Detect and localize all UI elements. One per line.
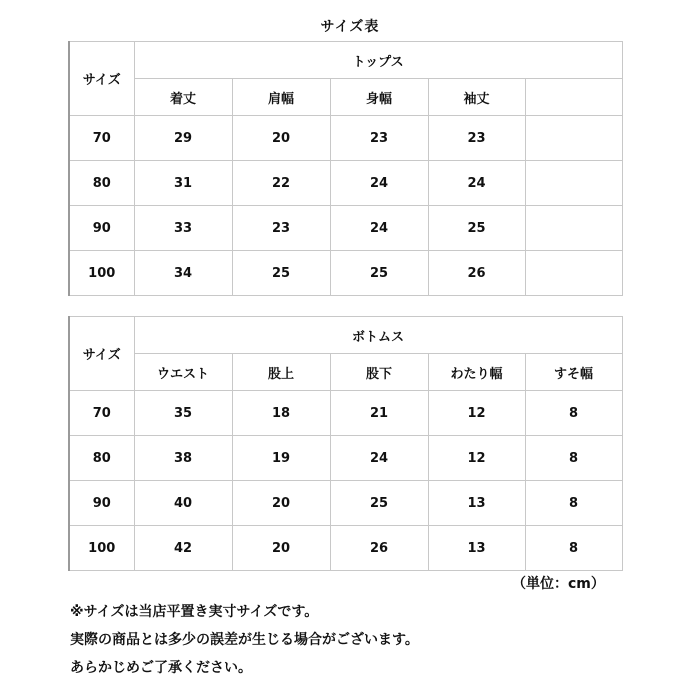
table-cell: 26 (428, 251, 525, 296)
table-cell: 23 (232, 206, 330, 251)
table-cell: 20 (232, 526, 330, 571)
bottoms-group-header: ボトムス (134, 317, 622, 354)
table-cell: 8 (525, 526, 622, 571)
table-cell: 29 (134, 116, 232, 161)
table-cell: 23 (428, 116, 525, 161)
size-cell: 100 (69, 526, 134, 571)
table-cell: 20 (232, 481, 330, 526)
table-cell: 19 (232, 436, 330, 481)
size-header: サイズ (69, 317, 134, 391)
size-cell: 70 (69, 116, 134, 161)
table-cell: 20 (232, 116, 330, 161)
note-line: ※サイズは当店平置き実寸サイズです。 (70, 604, 319, 620)
table-cell: 31 (134, 161, 232, 206)
column-header: わたり幅 (428, 354, 525, 391)
notes (70, 598, 419, 682)
table-cell: 25 (232, 251, 330, 296)
column-header: 肩幅 (232, 79, 330, 116)
tops-group-header: トップス (134, 42, 622, 79)
note-line: あらかじめご了承ください。 (70, 660, 252, 676)
table-row (69, 206, 622, 251)
table-cell: 8 (525, 391, 622, 436)
unit-label: （単位：cm） (512, 576, 605, 592)
table-cell: 24 (330, 206, 428, 251)
column-header: 袖丈 (428, 79, 525, 116)
table-cell (525, 161, 622, 206)
table-row (69, 251, 622, 296)
size-chart-title: サイズ表 (320, 19, 380, 35)
table-cell: 25 (330, 481, 428, 526)
table-cell: 18 (232, 391, 330, 436)
table-cell: 26 (330, 526, 428, 571)
table-cell: 22 (232, 161, 330, 206)
table-cell: 21 (330, 391, 428, 436)
table-cell: 23 (330, 116, 428, 161)
table-row (69, 526, 622, 571)
table-cell: 13 (428, 481, 525, 526)
column-header: 身幅 (330, 79, 428, 116)
column-header: 着丈 (134, 79, 232, 116)
note-line: 実際の商品とは多少の誤差が生じる場合がございます。 (70, 632, 419, 648)
table-cell (525, 251, 622, 296)
table-row (69, 481, 622, 526)
table-row (69, 391, 622, 436)
size-cell: 90 (69, 481, 134, 526)
column-header: 股上 (232, 354, 330, 391)
column-header: すそ幅 (525, 354, 622, 391)
table-cell: 8 (525, 481, 622, 526)
table-cell: 35 (134, 391, 232, 436)
table-cell: 12 (428, 391, 525, 436)
size-cell: 90 (69, 206, 134, 251)
table-cell: 13 (428, 526, 525, 571)
table-row (69, 116, 622, 161)
column-header (525, 79, 622, 116)
table-cell: 38 (134, 436, 232, 481)
table-cell: 40 (134, 481, 232, 526)
table-cell: 25 (428, 206, 525, 251)
table-cell: 24 (428, 161, 525, 206)
table-cell: 8 (525, 436, 622, 481)
size-cell: 80 (69, 161, 134, 206)
table-row (69, 161, 622, 206)
size-cell: 70 (69, 391, 134, 436)
table-cell (525, 116, 622, 161)
table-row (69, 436, 622, 481)
tops-size-table (68, 41, 623, 296)
table-cell: 12 (428, 436, 525, 481)
bottoms-size-table (68, 316, 623, 571)
table-cell: 34 (134, 251, 232, 296)
column-header: 股下 (330, 354, 428, 391)
table-cell: 24 (330, 161, 428, 206)
size-cell: 80 (69, 436, 134, 481)
table-cell: 25 (330, 251, 428, 296)
size-cell: 100 (69, 251, 134, 296)
table-cell: 33 (134, 206, 232, 251)
table-cell (525, 206, 622, 251)
size-header: サイズ (69, 42, 134, 116)
table-cell: 42 (134, 526, 232, 571)
table-cell: 24 (330, 436, 428, 481)
column-header: ウエスト (134, 354, 232, 391)
